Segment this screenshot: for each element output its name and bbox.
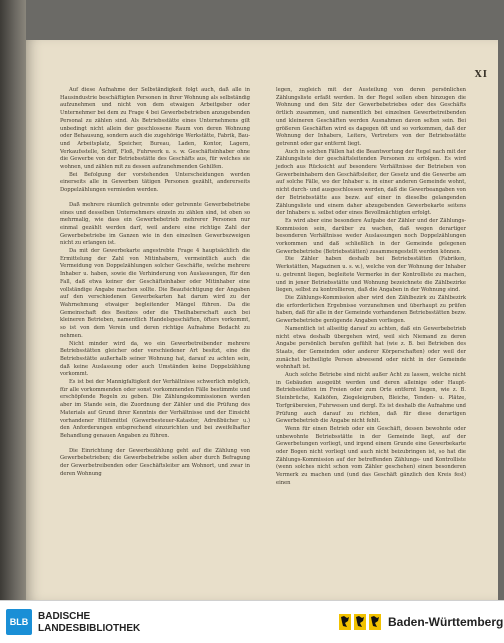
paragraph: Auch in solchen Fällen hat die Beantwortung der Regel nach mit der Zählungsliste der geschäftsleitenden Personen zu erfolgen. Es wird jedoch aus Rücksicht auf besondere Verhältnisse der Betrieben von Gewerbeinhabern den Geschäftsleiter, der Gesetz und die Gewerbe am auf solche Fälle, wo der Inhaber u. in einer anderen Gemeinde wohnt, nicht durch- und ausgeschlossen werden, daß die Gewerbeangaben von der Betriebsstätte aus bezw. auf einer in dieselbe gelangenden Zählungsliste und einem daher abzugebenden Gewerbekarte seitens der Inhabers u. selbst oder eines Bevollmächtigten erfolgt. — [276, 148, 466, 217]
paragraph: Wenn für einen Betrieb oder ein Geschäft, dessen bewohnte oder unbewohnte Betriebsstätte in der Gemeinde liegt, auf der Gewerbetungen vorliegt, und irgend einem Grunde eine Gewerbekarte oder Bogen nicht vorliegt und auch nicht beizubringen ist, so hat die Zählungs-Kommission auf der betreffenden Zählungs- und Kontrolliste (wenn solches nicht schon vom Zähler geschehen) einen besonderen Vermerk zu machen und (und das Geschäft gänzlich den Kreis fest) einen — [276, 425, 466, 486]
paragraph: Nicht minder wird da, wo ein Gewerbetreibender mehrere Betriebsstätten gleicher oder verschiedener Art besitzt, eine die Betriebsstätte außerhalb seiner Wohnung hat, darauf zu achten sein, daß keine Auslassung oder auch Umständen keine Doppelzählung vorkommt. — [60, 340, 250, 378]
paragraph: Bei Befolgung der vorstehenden Unterscheidungen werden einerseits alle in Gewerben tätigen Personen gezählt, andererseits Doppelzählungen vermieden werden. — [60, 171, 250, 194]
library-name-line2: LANDESBIBLIOTHEK — [38, 623, 141, 634]
library-name[interactable] — [38, 611, 140, 635]
paragraph: Auch solche Betriebe sind nicht außer Acht zu lassen, welche nicht in Gebäuden ausgeübt werden und deren alleinige oder Haupt-Betriebsstätten im Freien oder zum Orte entfernt liegen, wie z. B. Steinbrüche, Kalköfen, Ziegeleigruben, Bleiche, Tenden- u. Plätze, Torfgräbereien, Fuhrwesen und dergl. Es ist deshalb die Aufnahme und Prüfung auch darauf zu richten, daß für diese derartigen Gewerbebetrieb die Angabe nicht fehlt. — [276, 372, 466, 425]
scanned-page — [26, 40, 498, 600]
paragraph: Es wird aber eine besondere Aufgabe der Zähler und der Zählungs-Kommission sein, darüber zu wachen, daß wegen derartiger besonderen Verhältnisse weder Auslassungen noch Doppelzählungen vorkommen und daß schließlich in der Gemeinde gelegenen Gewerbebetriebe (Betriebsstätten) zusammengestellt werden können. — [276, 217, 466, 255]
paragraph: Es ist bei der Mannigfaltigkeit der Verhältnisse schwerlich möglich, für alle vorkommenden oder sonst vorkommenden Fälle bestimmte und erschöpfende Regeln zu geben. Die Zählungskommissionen werden aber im Stande sein, die Zuordnung der Zähler und die Prüfung des Materials auf Grund ihrer Kenntnis der Verhältnisse und der Einsicht vorhandener Hülfsmittel (Gewerbesteuer-Kataster, Adreßbücher u.) den Anforderungen entsprechend einzurichten und bei zweifelhafter Behandlung genauen Angaben zu führen. — [60, 379, 250, 439]
paragraph: Da mit der Gewerbekarte angestrebte Frage 4 hauptsächlich die Ermittelung der Zahl von Mitinhabern, vermeintlich auch die Vermeidung von Doppelzählungen solcher Geschäfte, welche mehrere Inhaber u. haben, sowie die Verhinderung von Auslassungen, für den Fall, daß etwa keiner der Geschäftsinhaber oder Mitinhaber eine vollständige Angabe machen sollte. Die Beaufsichtigung der Angaben auf den verschiedenen Gewerbekarten hat darum wird zu der Wahrnehmung etwaiger begleitender Mängel führen. Da die Gemeinschaft des Besitzes oder die Theilhaberschaft auch bei kleineren Betrieben, namentlich Handelsgeschäften, öfters vorkommt, so ist von dem Verein und deren richtige Aufnahme Bedacht zu nehmen. — [60, 248, 250, 339]
library-name-line1: BADISCHE — [38, 611, 91, 622]
paragraph: Die Zähler haben deshalb bei Betriebsstätten (Fabriken, Werkstätten, Magazinen u. s. w.), welche von der Wohnung der Inhaber u. getrennt liegen, begleitete Vermerke in der Kontrolliste zu machen, und in jener Betriebsstätte und Wohnung bezeichnete die Zählbezirke liegen, selbst zu kontrollieren, daß die Angaben in der Wohnung sind. — [276, 256, 466, 294]
right-column — [276, 87, 466, 488]
blb-logo-icon[interactable]: BLB — [6, 609, 32, 635]
book-spine — [0, 0, 26, 600]
paragraph: Die Zählungs-Kommission aber wird den Zählbezirk zu Zählbezirk die erforderlichen Ergebnisse vorzunehmen und überhaupt zu prüfen haben, daß für alle in der Gemeinde vorhandenen Betriebsstätten bezw. Gewerbebetriebe genügende Angaben vorliegen. — [276, 294, 466, 325]
paragraph: Auf diese Aufnahme der Selbständigkeit folgt auch, daß alle in Hausindustrie beschäftigten Personen in ihrer Wohnung als selbständig aufzunehmen und nicht von dem etwaigen Arbeitgeber oder Unternehmer bei dem zu Frage 4 bei Gewerbebetrieben anzugebenden Personal zu zählen sind. Als Betriebsstätte eines Unternehmens gilt unbedingt nicht allein der geschlossene Raum von deren Wohnung oder Behausung, sondern auch die zugehörige Werkstätte, Fabrik, Bau- und Arbeitsplatz, Speicher, Bureau, Laden, Kontor, Lagern, Verkaufsstelle, Schiff, Floß, Fuhrwerk u. s. w. Geschäftsinhaber ohne die Gewerbe von der Betriebsstätte des Geschäfts aus, für welches sie wohnen, und zählen mit zu dessen aufzunehmenden Gehilfen. — [60, 87, 250, 171]
paragraph: legen, zugleich mit der Austeilung von deren persönlichen Zählungsliste erfaßt werden. In der Regel sollen eben hinzugen die Wohnung und den Sitz der Gewerbebetriebes oder des Geschäfts örtlich zusammen, und namentlich bei einzelnen Gewerbetreibenden und kleineren Geschäften werden Ausnahmen davon selten sein. Bei größeren Geschäften wird es dagegen öft und so vorkommen, daß der Wohnung der Inhabers, Leiters, Vertreters von der Betriebsstätte getrennt oder gar entfernt liegt. — [276, 87, 466, 147]
footer-bar — [0, 600, 504, 643]
left-column — [60, 87, 250, 478]
state-name[interactable]: Baden-Württemberg — [388, 615, 504, 629]
page-number: XI — [474, 70, 488, 80]
baden-wuerttemberg-lions-icon[interactable] — [338, 611, 384, 633]
paragraph: Daß mehrere räumlich getrennte oder getrennte Gewerbebetriebe eines und desselben Unternehmers einzeln zu zählen sind, ist oben so mehrmalig, wie dass ein Gewerbebetrieb mehrerer Personen nur einmal gezählt werden darf, weil andere eine richtige Zahl der Gewerbebetriebe im Ganzen wie in den einzelnen Gewerbszweigen nicht zu erlangen ist. — [60, 201, 250, 247]
paragraph: Namentlich ist allseitig darauf zu achten, daß ein Gewerbebetrieb nicht etwa deshalb übergehen wird, weil sich Niemand zu deren Angabe persönlich berufen gefühlt hat (wie z. B. bei Betrieben des Staats, der Gemeinden oder anderer Körperschaften) oder weil der zunächst betheiligte Person abwesend oder nicht in der Gemeinde wohnhaft ist. — [276, 325, 466, 371]
paragraph: Die Einrichtung der Gewerbezählung geht auf die Zählung von Gewerbebetrieben; die Gewerbebetriebe sollen aber durch Befragung der Gewerbetreibenden oder Geschäftsleiter am Wohnort, und zwar in deren Wohnung — [60, 447, 250, 477]
